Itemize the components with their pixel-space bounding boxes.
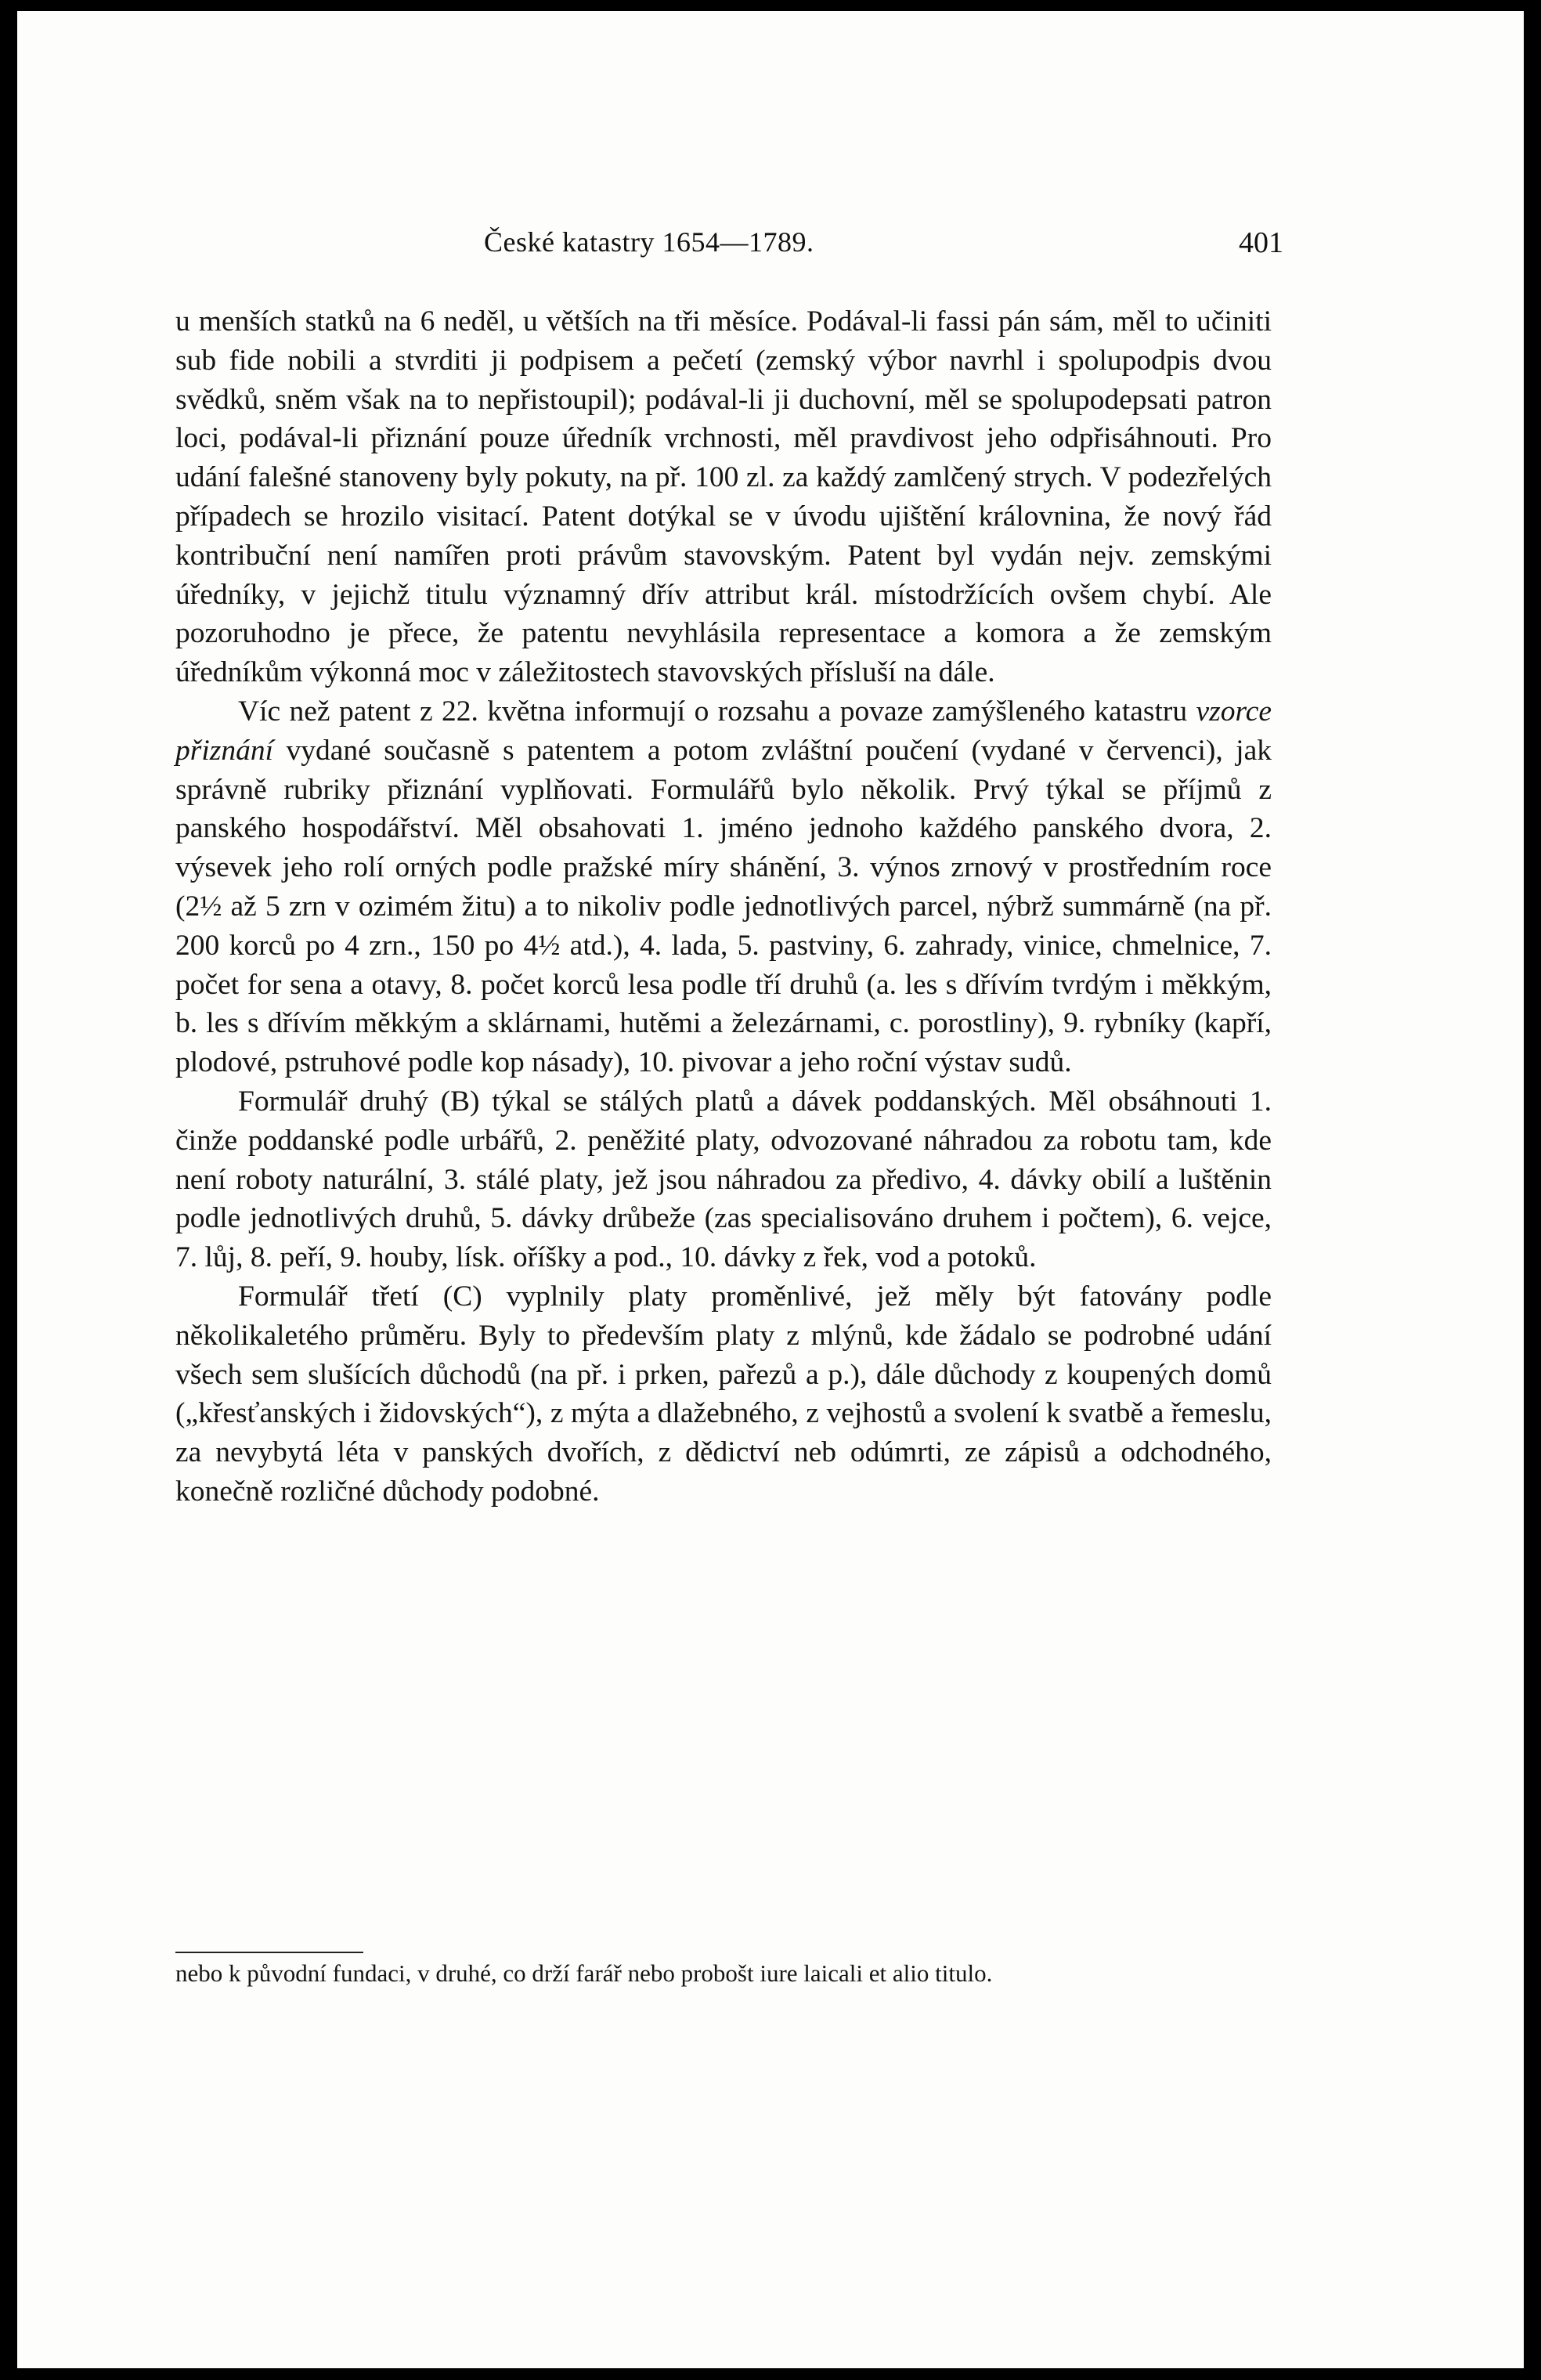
paragraph-2 [175, 692, 1272, 1082]
body-text [175, 302, 1272, 1511]
footnote: nebo k původní fundaci, v druhé, co drží farář nebo probošt iure laicali et alio titulo. [175, 1959, 993, 1987]
paragraph-2-italic-term: vzorce přiznání [175, 695, 1272, 767]
paragraph-4: Formulář třetí (C) vyplnily platy proměnlivé, jež měly být fatovány podle několikaletého průměru. Byly to především platy z mlýnů, kde žádalo se podrobné udání všech sem slušících důchodů (na př. i prken, pařezů a p.), dále důchody z koupených domů („křesťanských i židovských“), z mýta a dlažebného, z vejhostů a svolení k svatbě a řemeslu, za nevybytá léta v panských dvořích, z dědictví neb odúmrti, ze zápisů a odchodného, konečně rozličné důchody podobné. [175, 1280, 1272, 1508]
paragraph-1: u menších statků na 6 neděl, u větších na tři měsíce. Podával-li fassi pán sám, měl to učiniti sub fide nobili a stvrditi ji podpisem a pečetí (zemský výbor navrhl i spolupodpis dvou svědků, sněm však na to nepřistoupil); podával-li ji duchovní, měl se spolupodepsati patron loci, podával-li přiznání pouze úředník vrchnosti, měl pravdivost jeho odpřisáhnouti. Pro udání falešné stanoveny byly pokuty, na př. 100 zl. za každý zamlčený strych. V podezřelých případech se hrozilo visitací. Patent dotýkal se v úvodu ujištění královnina, že nový řád kontribuční není namířen proti právům stavovským. Patent byl vydán nejv. zemskými úředníky, v jejichž titulu významný dřív attribut král. místodržících ovšem chybí. Ale pozoruhodno je přece, že patentu nevyhlásila representace a komora a že zemským úředníkům výkonná moc v záležitostech stavovských přísluší na dále. [175, 305, 1272, 689]
page-header [17, 226, 1524, 273]
paragraph-3: Formulář druhý (B) týkal se stálých platů a dávek poddanských. Měl obsáhnouti 1. činže poddanské podle urbářů, 2. peněžité platy, odvozované náhradou za robotu tam, kde není roboty naturální, 3. stálé platy, jež jsou náhradou za předivo, 4. dávky obilí a luštěnin podle jednotlivých druhů, 5. dávky drůbeže (zas specialisováno druhem i počtem), 6. vejce, 7. lůj, 8. peří, 9. houby, lísk. oříšky a pod., 10. dávky z řek, vod a potoků. [175, 1085, 1272, 1274]
paragraph-2-part-2: vydané současně s patentem a potom zvláštní poučení (vydané v červenci), jak správně rubriky přiznání vyplňovati. Formulářů bylo několik. Prvý týkal se příjmů z panského hospodářství. Měl obsahovati 1. jméno jednoho každého panského dvora, 2. výsevek jeho rolí orných podle pražské míry shánění, 3. výnos zrnový v prostředním roce (2½ až 5 zrn v ozimém žitu) a to nikoliv podle jednotlivých parcel, nýbrž summárně (na př. 200 korců po 4 zrn., 150 po 4½ atd.), 4. lada, 5. pastviny, 6. zahrady, vinice, chmelnice, 7. počet for sena a otavy, 8. počet korců lesa podle tří druhů (a. les s dřívím tvrdým i měkkým, b. les s dřívím měkkým a sklárnami, hutěmi a železárnami, c. porostliny), 9. rybníky (kapří, plodové, pstruhové podle kop násady), 10. pivovar a jeho roční výstav sudů. [175, 734, 1272, 1079]
book-page [17, 11, 1524, 2368]
page-number: 401 [1239, 226, 1283, 259]
footnote-divider [175, 1952, 363, 1953]
paragraph-2-part-1: Víc než patent z 22. května informují o rozsahu a povaze zamýšleného katastru [238, 695, 1196, 728]
running-title: České katastry 1654—1789. [484, 226, 814, 258]
